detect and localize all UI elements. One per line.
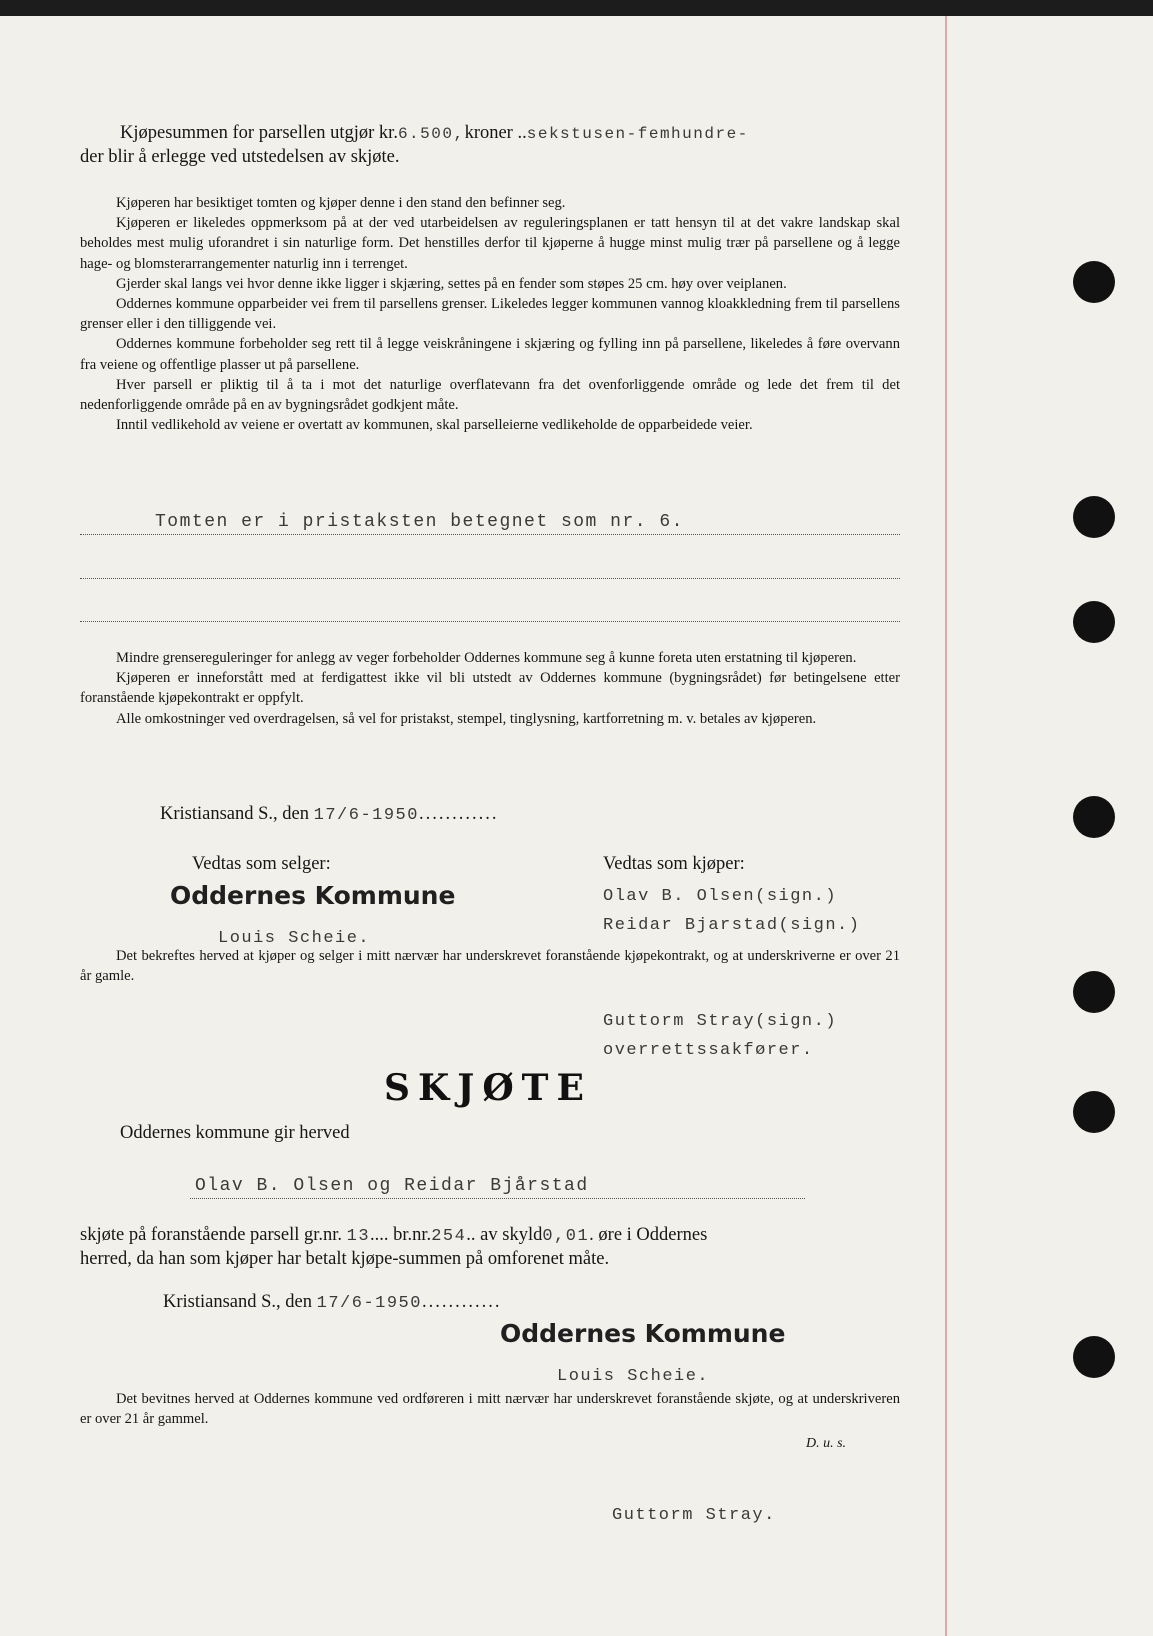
seller-heading: Vedtas som selger: (192, 854, 331, 874)
condition-paragraph: Inntil vedlikehold av veiene er overtatt av kommunen, skal parselleierne vedlikeholde de opparbeidede veier. (116, 417, 753, 434)
witness-name: Guttorm Stray(sign.) (603, 1012, 838, 1031)
witness-text: Det bekreftes herved at kjøper og selger i mitt nærvær har underskrevet foranstående kjøpekontrakt, og at underskriverne er over 21 år gamle. (80, 948, 900, 985)
attest-text: Det bevitnes herved at Oddernes kommune ved ordføreren i mitt nærvær har underskrevet foranstående skjøte, og at underskriveren er over 21 år gammel. (80, 1391, 900, 1428)
price-amount: 6.500, (397, 125, 465, 143)
condition-paragraph: Mindre grensereguleringer for anlegg av veger forbeholder Oddernes kommune seg å kunne foreta uten erstatning til kjøperen. (116, 650, 857, 666)
price-words: sekstusen-femhundre- (526, 125, 749, 143)
deed-title: SKJØTE (384, 1067, 592, 1109)
typed-note: Tomten er i pristaksten betegnet som nr. 6. (155, 512, 684, 532)
margin-rule (945, 16, 947, 1636)
seller-stamp: Oddernes Kommune (170, 881, 456, 910)
deed-grnr: 13 (346, 1227, 371, 1246)
deed-brnr: 254 (431, 1227, 467, 1246)
witness-title: overrettssakfører. (603, 1041, 814, 1060)
punch-hole (1073, 1336, 1115, 1378)
buyer-heading: Vedtas som kjøper: (603, 854, 745, 874)
document-page (0, 16, 1153, 1636)
condition-paragraph: Kjøperen er likeledes oppmerksom på at der ved utarbeidelsen av reguleringsplanen er tatt hensyn til at det vakre landskap skal beholdes mest mulig uforandret i sin naturlige form. Det henstilles derfor til kjøperne å hugge minst mulig trær på parsellene og å legge hage- og blomsterarrangementer naturlig inn i terrenget. (80, 215, 900, 272)
condition-paragraph: Oddernes kommune opparbeider vei frem til parsellens grenser. Likeledes legger kommunen vannog kloakkledning frem til parsellens grenser eller i den tilliggende vei. (80, 296, 900, 333)
seller-signer: Louis Scheie. (218, 929, 371, 948)
deed-stamp: Oddernes Kommune (500, 1319, 786, 1348)
buyer-signer-1: Olav B. Olsen(sign.) (603, 887, 838, 906)
punch-hole (1073, 601, 1115, 643)
final-signer: Guttorm Stray. (612, 1506, 776, 1525)
deed-grants: Oddernes kommune gir herved (120, 1123, 350, 1143)
date-typed: 17/6-1950 (313, 806, 419, 825)
fill-line (80, 534, 900, 535)
fill-line (80, 621, 900, 622)
condition-paragraph: Gjerder skal langs vei hvor denne ikke ligger i skjæring, settes på en fender som støpes 25 cm. høy over veiplanen. (116, 275, 787, 292)
punch-hole (1073, 261, 1115, 303)
condition-paragraph: Alle omkostninger ved overdragelsen, så vel for pristakst, stempel, tinglysning, kartforretning m. v. betales av kjøperen. (116, 710, 817, 727)
punch-hole (1073, 971, 1115, 1013)
deed-skyld: 0,01 (542, 1227, 590, 1246)
date-typed: 17/6-1950 (316, 1294, 422, 1313)
further-conditions-block (80, 648, 900, 729)
price-line: Kjøpesummen for parsellen utgjør kr.6.500,kroner ..sekstusen-femhundre- (120, 123, 749, 143)
fill-line (80, 578, 900, 579)
condition-paragraph: Kjøperen har besiktiget tomten og kjøper denne i den stand den befinner seg. (116, 195, 566, 211)
condition-paragraph: Hver parsell er pliktig til å ta i mot det naturlige overflatevann fra det ovenforliggende område og lede det frem til det nedenforliggende område på en av bygningsrådet godkjent måte. (80, 376, 900, 414)
punch-hole (1073, 1091, 1115, 1133)
deed-signer: Louis Scheie. (557, 1367, 710, 1386)
buyer-signer-2: Reidar Bjarstad(sign.) (603, 916, 861, 935)
dus-mark: D. u. s. (806, 1436, 847, 1451)
place-date-2: Kristiansand S., den 17/6-1950............ (163, 1292, 502, 1313)
conditions-block (80, 193, 900, 435)
deed-line-2: herred, da han som kjøper har betalt kjøpe-summen på omforenet måte. (80, 1249, 610, 1269)
deed-line-1: skjøte på foranstående parsell gr.nr. 13.... br.nr.254.. av skyld0,01. øre i Oddernes (80, 1225, 708, 1246)
deed-recipients: Olav B. Olsen og Reidar Bjårstad (195, 1176, 589, 1196)
punch-hole (1073, 796, 1115, 838)
condition-paragraph: Oddernes kommune forbeholder seg rett til å legge veiskråningene i skjæring og fylling inn på parsellene, likeledes å føre overvann fra veiene og offentlige plasser ut på parsellene. (80, 336, 900, 373)
punch-hole (1073, 496, 1115, 538)
recipients-line (190, 1198, 805, 1199)
place-date-1: Kristiansand S., den 17/6-1950............ (160, 804, 499, 825)
condition-paragraph: Kjøperen er inneforstått med at ferdigattest ikke vil bli utstedt av Oddernes kommune (bygningsrådet) før betingelsene etter foranstående kjøpekontrakt er oppfylt. (80, 670, 900, 707)
price-line-2: der blir å erlegge ved utstedelsen av skjøte. (80, 147, 400, 167)
